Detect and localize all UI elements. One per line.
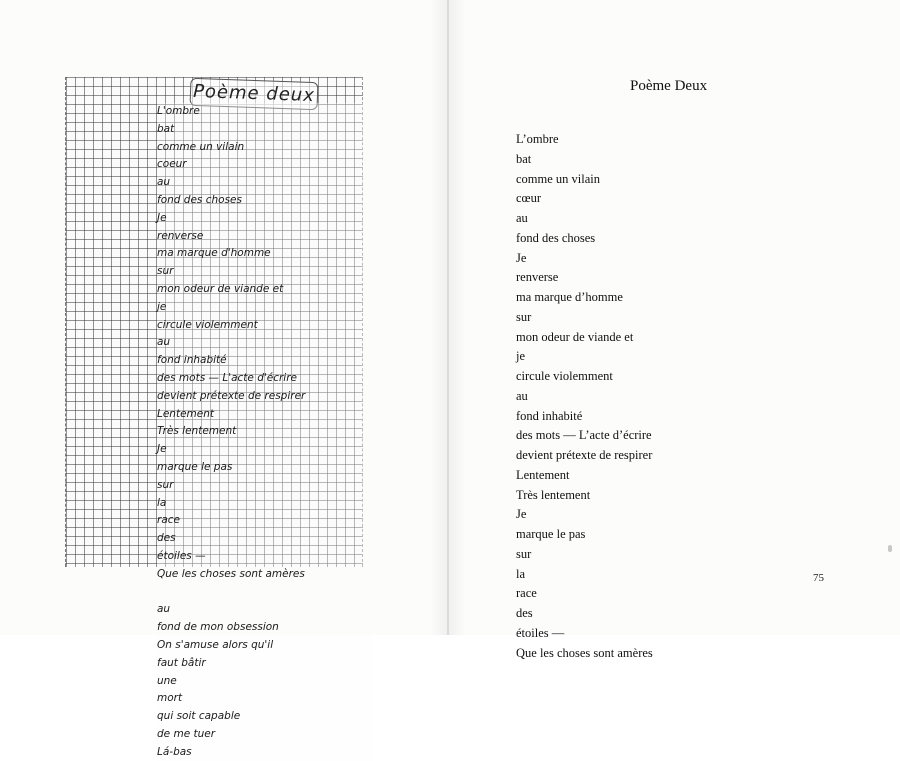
handwritten-line: Très lentement [157,423,372,441]
handwritten-line: des mots — L'acte d'écrire [157,370,372,388]
poem-line: Je [516,250,527,265]
handwritten-line: faut bâtir [157,655,372,673]
poem-line: ma marque d’homme [516,290,623,304]
poem-line: marque le pas [516,527,586,541]
poem-line: comme un vilain [516,171,601,186]
handwritten-line: je [157,299,372,317]
poem-line: Que les choses sont amères [516,645,653,660]
paper-speck [888,545,892,552]
handwritten-line: L'ombre [157,103,372,121]
handwritten-line: Que les choses sont amères [157,566,372,584]
poem-line: étoiles — [516,625,565,640]
poem-line: renverse [516,270,559,285]
poem-line: Lentement [516,467,570,482]
handwritten-line: mon odeur de viande et [157,281,372,299]
handwritten-line: au [157,334,372,352]
poem-line: bat [516,151,532,166]
handwritten-line: On s'amuse alors qu'il [157,637,372,655]
handwritten-line: qui soit capable [157,708,372,726]
handwritten-line: la [157,495,372,513]
page-number: 75 [813,572,824,584]
handwritten-line: Je [157,441,372,459]
poem-line: mon odeur de viande et [516,329,634,344]
handwritten-line: mort [157,690,372,708]
handwritten-line: fond des choses [157,192,372,210]
book-gutter [447,0,449,635]
handwritten-title: Poème deux [190,78,319,110]
handwritten-line: Lá-bas [157,744,372,761]
handwritten-line: coeur [157,156,372,174]
poem-line: circule violemment [516,369,613,383]
handwritten-line: devient prétexte de respirer [157,388,372,406]
handwritten-line: comme un vilain [157,139,372,157]
handwritten-line: de me tuer [157,726,372,744]
poem-line: devient prétexte de respirer [516,448,653,462]
handwritten-line: renverse [157,228,372,246]
handwritten-line: Je [157,210,372,228]
poem-line: fond inhabité [516,408,583,423]
handwritten-line: marque le pas [157,459,372,477]
poem-line: au [516,388,528,403]
poem-line: sur [516,546,532,561]
poem-title: Poème Deux [630,78,708,94]
poem-line: race [516,586,537,601]
handwritten-line: circule violemment [157,317,372,335]
handwritten-line: étoiles — [157,548,372,566]
handwritten-line: au [157,601,372,619]
handwritten-line: race [157,512,372,530]
handwritten-line: bat [157,121,372,139]
poem-line: Très lentement [516,487,591,502]
poem-line: des [516,606,533,620]
poem-line: L’ombre [516,132,559,146]
poem-line: je [516,349,526,364]
poem-line: des mots — L’acte d’écrire [516,428,652,443]
poem-line: fond des choses [516,230,596,245]
handwritten-line: Lentement [157,406,372,424]
handwritten-line: des [157,530,372,548]
handwritten-line: au [157,174,372,192]
handwritten-line: fond inhabité [157,352,372,370]
handwritten-line: fond de mon obsession [157,619,372,637]
poem-line: au [516,211,528,225]
poem-line: Je [516,507,527,522]
poem-line: la [516,566,526,581]
poem-text [516,130,653,663]
handwritten-line: sur [157,263,372,281]
poem-line: sur [516,309,532,324]
handwritten-line: une [157,673,372,691]
handwritten-line: sur [157,477,372,495]
handwritten-poem [157,103,372,761]
handwritten-line: ma marque d'homme [157,245,372,263]
handwritten-line [157,584,372,602]
poem-line: cœur [516,191,541,206]
